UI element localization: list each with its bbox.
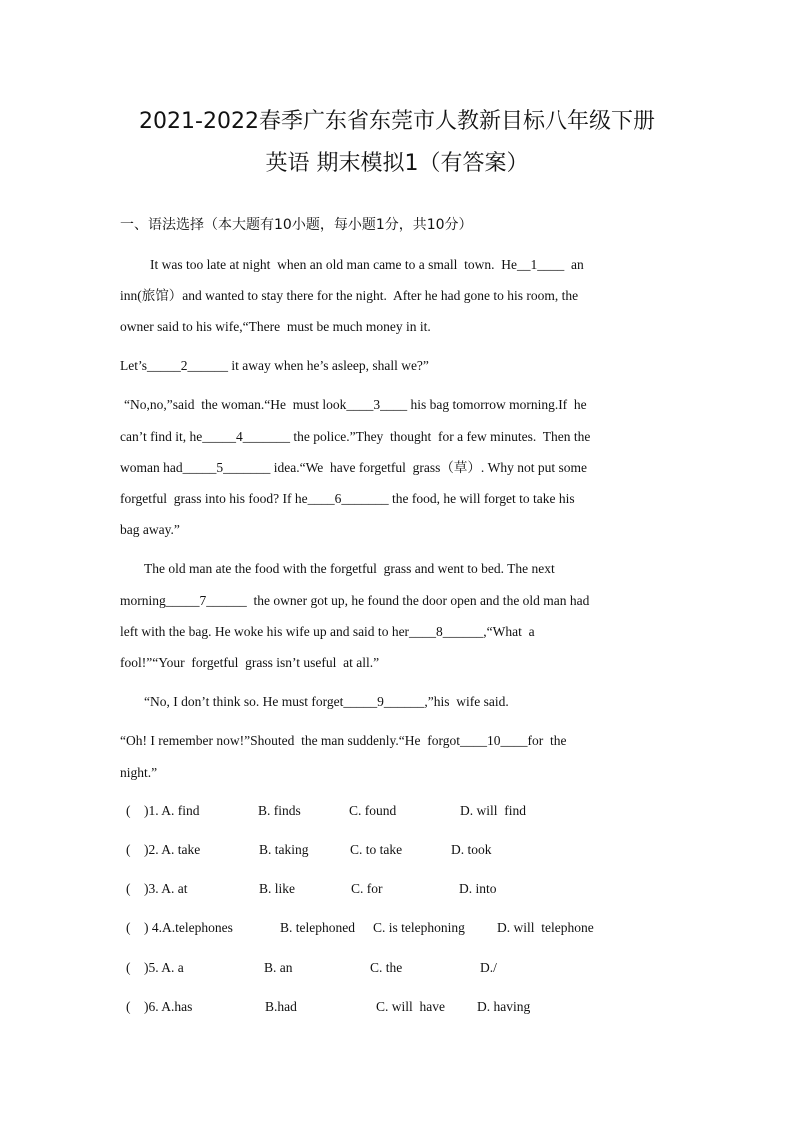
question-4-option-d: D. will telephone	[497, 920, 594, 935]
passage-line: forgetful grass into his food? If he____6_______ the food, he will forget to take his	[120, 491, 575, 506]
passage-line: woman had_____5_______ idea.“We have forgetful grass（草）. Why not put some	[120, 460, 587, 475]
question-3-option-a: ( )3. A. at	[126, 881, 188, 896]
passage-line: can’t find it, he_____4_______ the police.”They thought for a few minutes. Then the	[120, 429, 591, 444]
question-3-option-d: D. into	[459, 881, 497, 896]
document-title-line-1: 2021-2022春季广东省东莞市人教新目标八年级下册	[139, 109, 655, 134]
question-6-option-b: B.had	[265, 999, 297, 1014]
passage-line: Let’s_____2______ it away when he’s asleep, shall we?”	[120, 358, 429, 373]
question-4-option-c: C. is telephoning	[373, 920, 465, 935]
question-5-option-a: ( )5. A. a	[126, 960, 184, 975]
passage-line: “No,no,”said the woman.“He must look____3____ his bag tomorrow morning.If he	[124, 397, 587, 412]
question-1-option-c: C. found	[349, 803, 397, 818]
question-5-option-c: C. the	[370, 960, 403, 975]
question-5-option-d: D./	[480, 960, 497, 975]
passage-line: owner said to his wife,“There must be much money in it.	[120, 319, 431, 334]
passage-line: It was too late at night when an old man came to a small town. He__1____ an	[150, 257, 584, 272]
question-1-option-b: B. finds	[258, 803, 301, 818]
question-4-option-a: ( ) 4.A.telephones	[126, 920, 233, 935]
question-1-option-a: ( )1. A. find	[126, 803, 200, 818]
document-title-line-2: 英语 期末模拟1（有答案）	[265, 151, 529, 176]
passage-line: “No, I don’t think so. He must forget_____9______,”his wife said.	[144, 694, 509, 709]
passage-line: bag away.”	[120, 522, 180, 537]
question-2-option-c: C. to take	[350, 842, 403, 857]
passage-line: fool!”“Your forgetful grass isn’t useful at all.”	[120, 655, 380, 670]
question-2-option-d: D. took	[451, 842, 492, 857]
question-6-option-d: D. having	[477, 999, 531, 1014]
passage-line: left with the bag. He woke his wife up and said to her____8______,“What a	[120, 624, 535, 639]
question-3-option-c: C. for	[351, 881, 383, 896]
passage-line: morning_____7______ the owner got up, he found the door open and the old man had	[120, 593, 590, 608]
question-4-option-b: B. telephoned	[280, 920, 355, 935]
question-3-option-b: B. like	[259, 881, 295, 896]
question-2-option-b: B. taking	[259, 842, 309, 857]
passage-line: night.”	[120, 765, 158, 780]
passage-line: “Oh! I remember now!”Shouted the man suddenly.“He forgot____10____for the	[120, 733, 567, 748]
passage-line: The old man ate the food with the forgetful grass and went to bed. The next	[144, 561, 555, 576]
question-6-option-c: C. will have	[376, 999, 445, 1014]
question-5-option-b: B. an	[264, 960, 293, 975]
passage-line: inn(旅馆）and wanted to stay there for the night. After he had gone to his room, the	[120, 288, 579, 303]
question-1-option-d: D. will find	[460, 803, 526, 818]
question-6-option-a: ( )6. A.has	[126, 999, 193, 1014]
section-heading: 一、语法选择（本大题有10小题，每小题1分，共10分）	[120, 217, 473, 233]
question-2-option-a: ( )2. A. take	[126, 842, 201, 857]
